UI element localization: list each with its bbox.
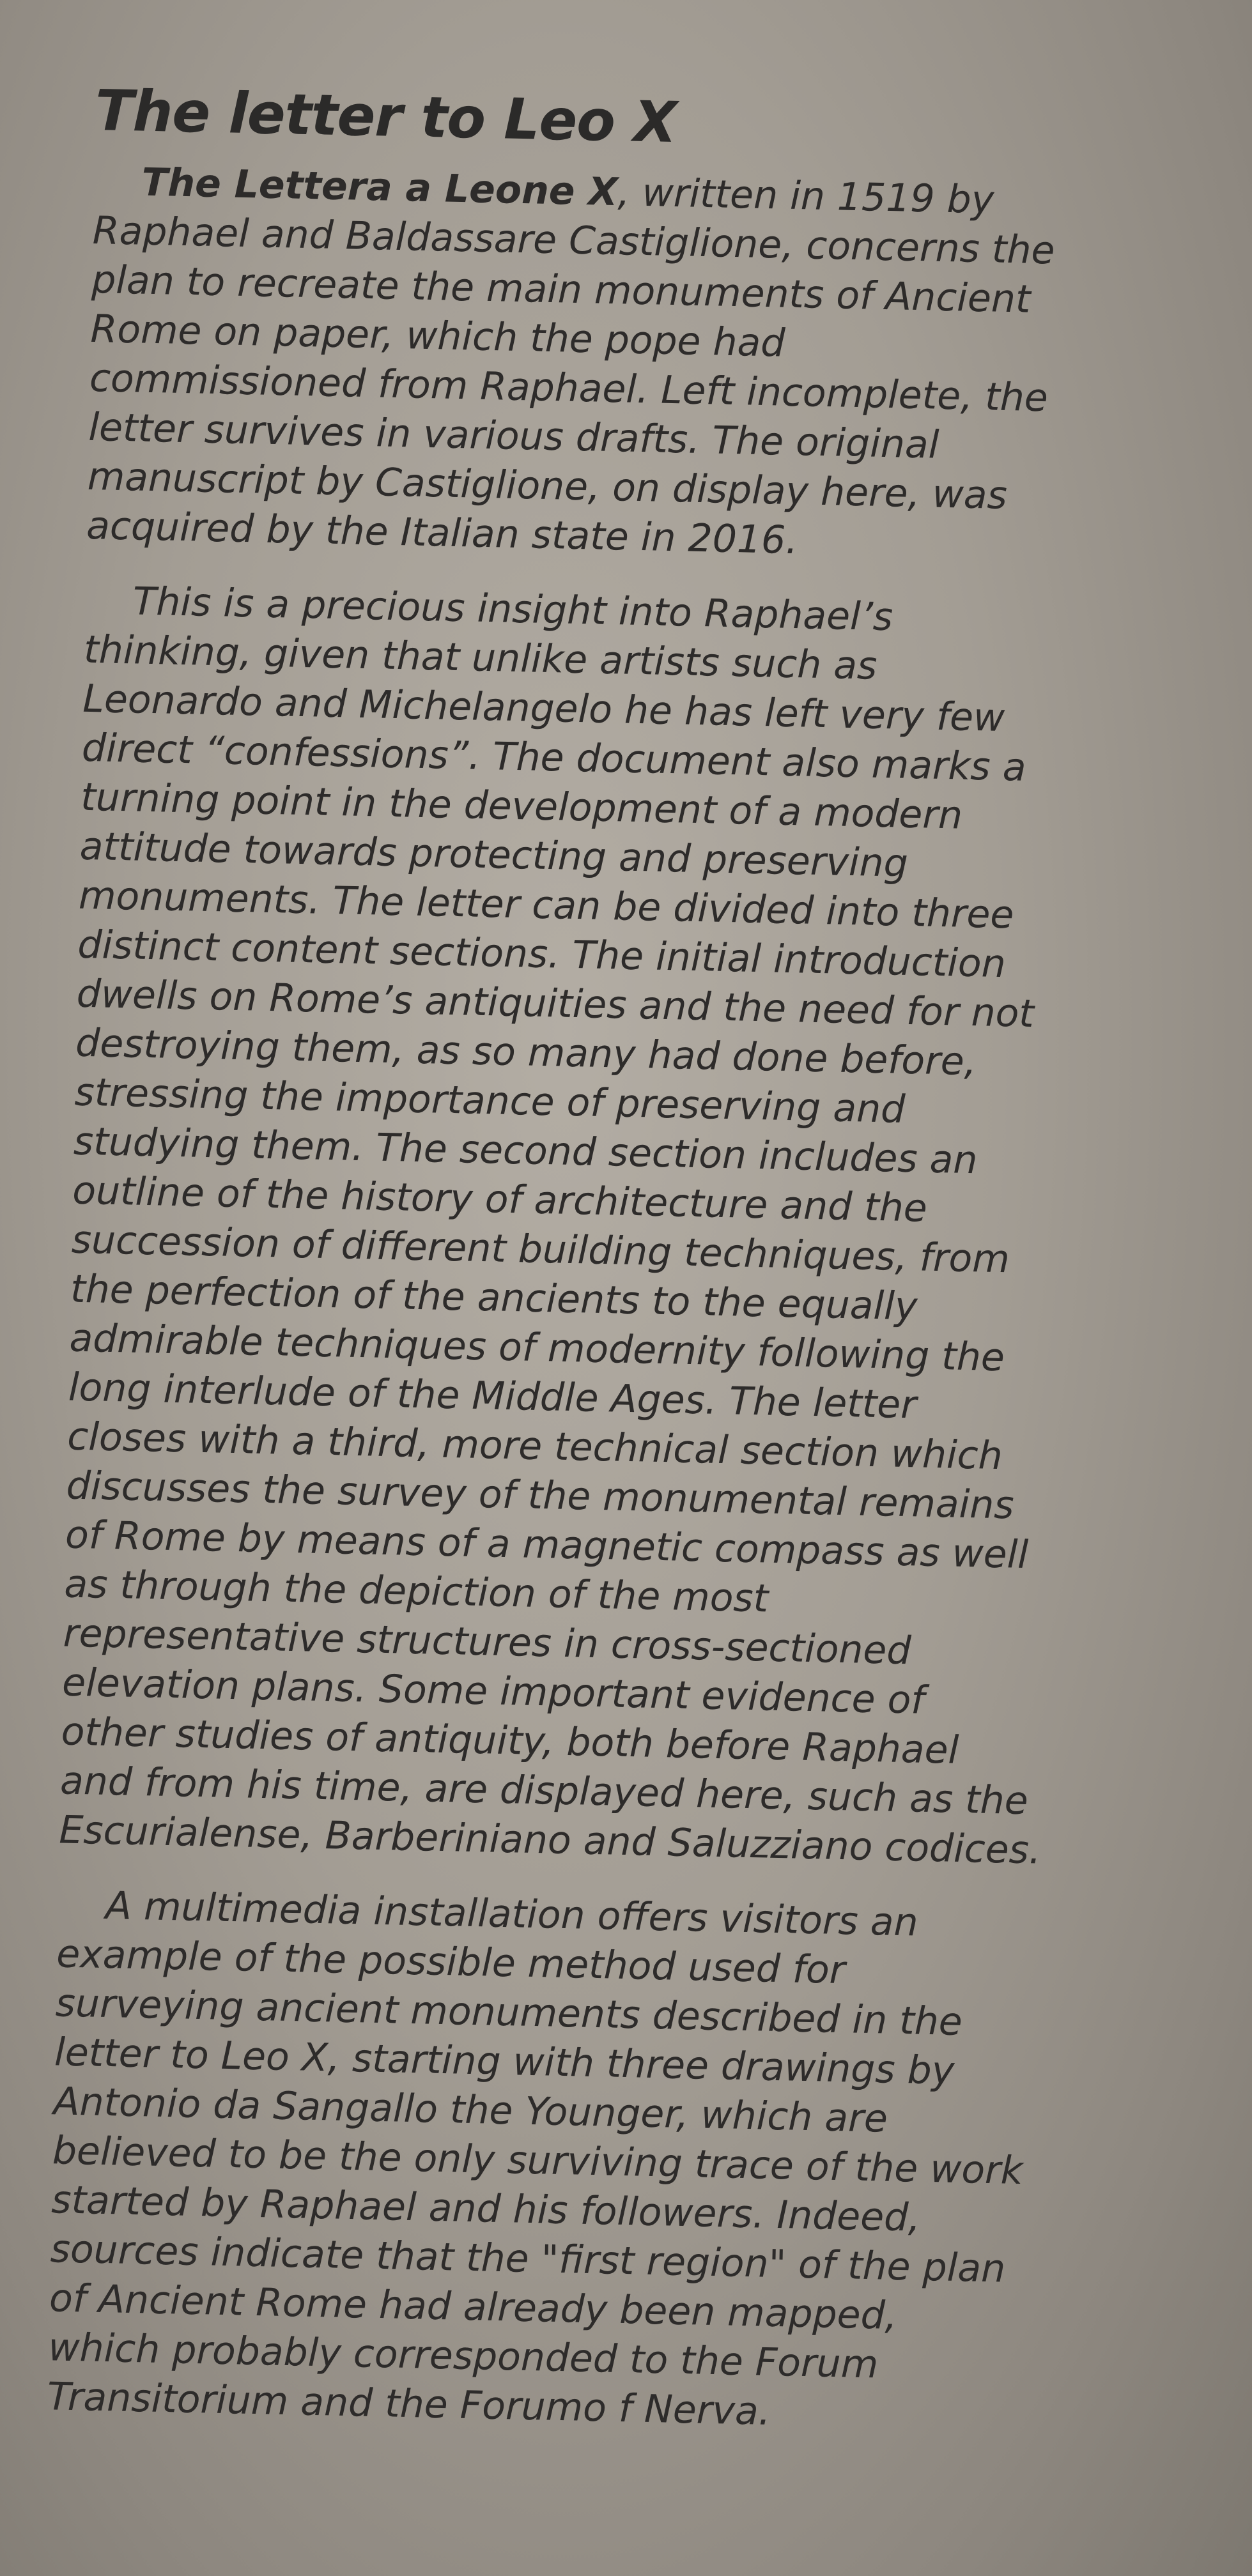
panel-title: The letter to Leo X — [94, 77, 677, 156]
paragraph-2-text: This is a precious insight into Raphael’s thinking, given that unlike artists such as Leonardo and Michelangelo he has left very few direct “confessions”. The document also marks a turning point in the development of a modern attitude towards protecting and preserving monuments. The letter can be divided into three distinct content sections. The initial introduction dwells on Rome’s antiquities and the need for not destroying them, as so many had done before, stressing the importance of preserving and studying them. The second section includes an outline of the history of architecture and the succession of different building techniques, from the perfection of the ancients to the equally admirable techniques of modernity following the long interlude of the Middle Ages. The letter closes with a third, more technical section which discusses the survey of the monumental remains of Rome by means of a magnetic compass as well as through the depiction of the most representative structures in cross-sectioned elevation plans. Some important evidence of other studies of antiquity, both before Raphael and from his time, are displayed here, such as the Escurialense, Barberiniano and Saluzziano codices. — [58, 578, 1042, 1873]
paragraph-1 — [86, 157, 1129, 572]
paragraph-1-text: , written in 1519 by Raphael and Baldassare Castiglione, concerns the plan to recreate the main monuments of Ancient Rome on paper, which the pope had commissioned from Raphael. Left incomplete, the letter survives in various drafts. The original manuscript by Castiglione, on display here, was acquired by the Italian state in 2016. — [86, 169, 1056, 563]
exhibit-text-panel — [45, 77, 1131, 2538]
paragraph-3 — [47, 1880, 1093, 2443]
paragraph-3-text: A multimedia installation offers visitors an example of the possible method used for surveying ancient monuments described in the letter to Leo X, starting with three drawings by Antonio da Sangallo the Younger, which are believed to be the only surviving trace of the work started by Raphael and his followers. Indeed, sources indicate that the "first region" of the plan of Ancient Rome had already been mapped, which probably corresponded to the Forum Transitorium and the Forumo f Nerva. — [47, 1883, 1024, 2434]
paragraph-2 — [59, 576, 1121, 1876]
paragraph-1-lead: The Lettera a Leone X — [141, 160, 619, 215]
